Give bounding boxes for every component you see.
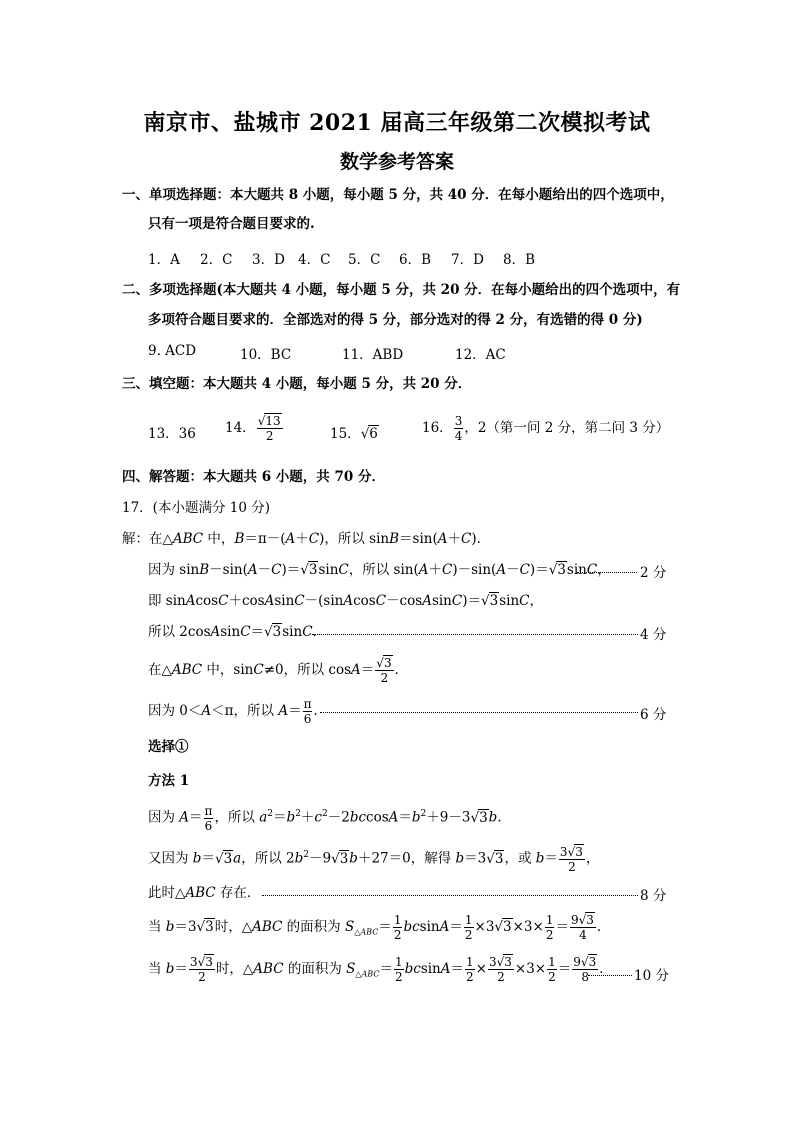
answer-2: 2．C [200,252,233,268]
solution-line-7: 因为 A＝ $\frac{\pi}{6}$ ，所以 $a^2=b^2+c^2-2bccosA=b^2+9-3√3b$． [148,803,511,833]
section2-heading-line2: 多项符合题目要求的．全部选对的得 5 分，部分选对的得 2 分，有选错的得 0 分) [148,312,643,328]
answer-10: 10．BC [240,347,292,363]
section4-heading: 四、解答题：本大题共 6 小题，共 70 分． [122,469,385,485]
answer-5: 5．C [348,252,381,268]
answer-8: 8．B [503,252,536,268]
solution-line-3: 即 sinAcosC＋cosAsinC－(sinAcosC－cosAsinC)＝√3sinC， [148,593,544,609]
page-title: 南京市、盐城市 2021 届高三年级第二次模拟考试 [143,110,651,136]
solution-line-6: 因为 0＜A＜π，所以 A＝ $\frac{\pi}{6}$ ． [148,697,327,726]
page-subtitle: 数学参考答案 [339,151,454,173]
answer-14-numerator: 13 [265,414,281,428]
solution-line-1: 解：在△ABC 中，B＝π－(A＋C)，所以 sinB＝sin(A＋C)． [122,531,491,547]
answer-1: 1．A [148,252,180,268]
answer-14-label: 14． [225,420,256,436]
answer-11: 11．ABD [342,347,404,363]
answer-7: 7．D [451,252,484,268]
answer-9: 9. ACD [148,343,197,359]
score-10: 10 分 [634,968,669,984]
answer-16-numerator: 3 [454,414,463,428]
answer-16-rest: ，2（第一问 2 分，第二问 3 分） [464,420,670,436]
solution-line-9: 此时△ABC 存在． [148,885,261,901]
solution-line-5: 在△ABC 中，sinC≠0，所以 cosA＝ $\frac{√3}{2}$ ． [148,656,409,685]
solution-line-8: 又因为 b＝√3a，所以 $2b^2-9√3b+27=0$，解得 b＝3√3，或 b＝ $\frac{3√3}{2}$ ， [148,844,600,874]
score-leader-8 [262,895,638,896]
answer-12: 12．AC [455,347,506,363]
score-8: 8 分 [640,888,667,904]
section1-heading-line2: 只有一项是符合题目要求的. [148,216,315,232]
score-leader-4 [312,634,638,635]
answer-4: 4．C [298,252,331,268]
answer-16-label: 16． [422,420,453,436]
answer-3: 3．D [252,252,285,268]
score-4: 4 分 [640,627,667,643]
answer-14-fraction: $\frac{√13}{2}$ [257,414,281,443]
score-leader-6 [320,712,638,713]
answer-13: 13．36 [148,426,196,442]
score-6: 6 分 [640,707,667,723]
answer-14-denominator: 2 [265,429,274,443]
answer-15-value: 6 [369,426,378,442]
score-leader-2 [577,572,637,573]
answer-16-fraction [454,414,464,443]
solution-label: 解： [122,531,149,547]
choice-label: 选择① [148,739,189,755]
section1-heading-line1: 一、单项选择题：本大题共 8 小题，每小题 5 分，共 40 分．在每小题给出的四个选项中， [122,187,674,203]
answer-14 [225,414,284,443]
answer-15: 15．√6 [330,426,378,442]
answer-15-label: 15． [330,426,361,442]
section2-heading-line1: 二、多项选择题(本大题共 4 小题，每小题 5 分，共 20 分．在每小题给出的四个选项中，有 [122,282,681,298]
solution-line-11: 当 b＝ $\frac{3√3}{2}$ 时，△ABC 的面积为 $S_{\triangle ABC}=$ $\frac{1}{2}$ bcsinA＝ $\frac{1}{2}$ × $\frac{3√3}{2}$ ×3× $\frac{1}{2}$ ＝ $\frac{9√3}{8}$ ． [148,955,613,984]
answer-6: 6．B [399,252,432,268]
solution-line-2: 因为 sinB－sin(A－C)＝√3sinC，所以 sin(A＋C)－sin(A－C)＝√3sinC， [148,562,611,578]
question-17-header: 17．(本小题满分 10 分) [122,500,270,516]
section3-heading: 三、填空题：本大题共 4 小题，每小题 5 分，共 20 分． [122,376,472,392]
answer-16-denominator: 4 [454,429,463,443]
score-2: 2 分 [640,565,667,581]
solution-line-10: 当 b＝3√3时，△ABC 的面积为 $S_{\triangle ABC}=$ $\frac{1}{2}$ bcsinA＝ $\frac{1}{2}$ ×3√3×3× $\frac{1}{2}$ ＝ $\frac{9√3}{4}$ ． [148,913,611,942]
solution-line-4: 所以 2cosAsinC＝√3sinC． [148,624,327,640]
answer-16 [422,414,669,443]
score-leader-10 [588,975,632,976]
method-label: 方法 1 [148,773,190,789]
